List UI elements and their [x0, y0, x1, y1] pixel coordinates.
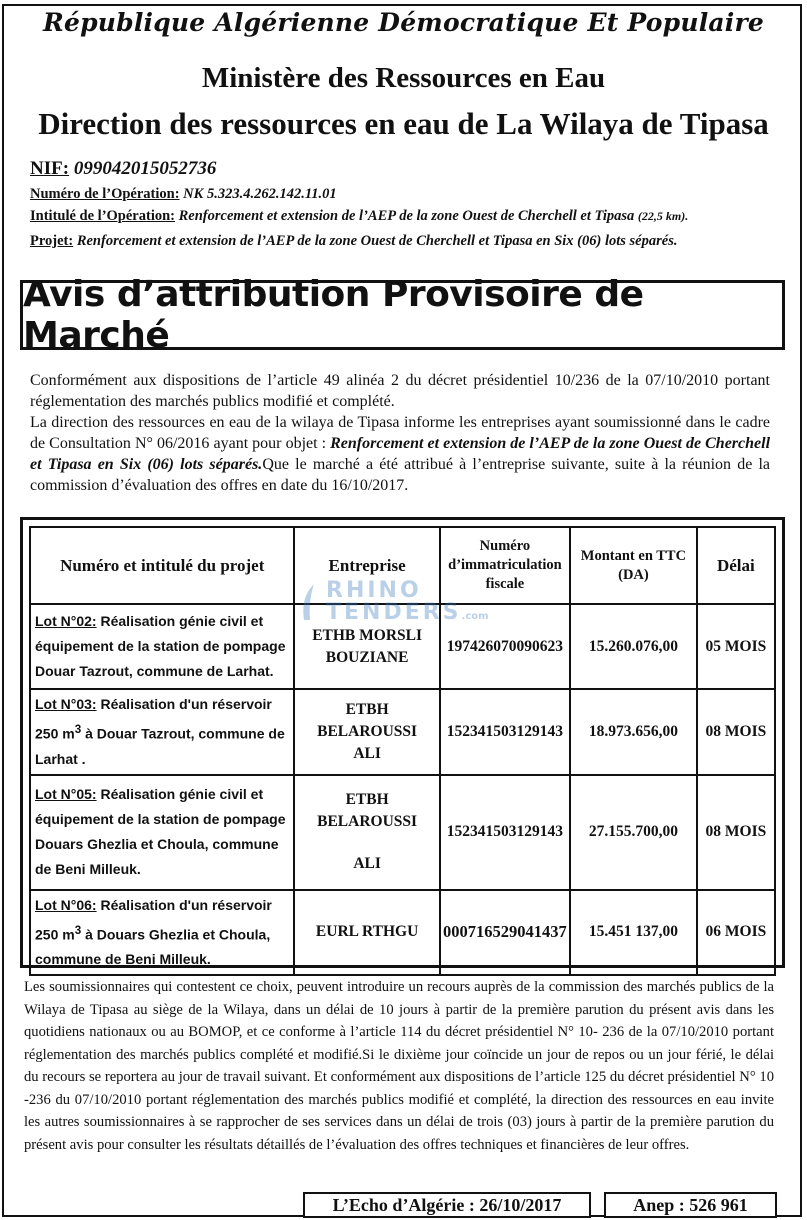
enterprise-cell: [294, 689, 439, 775]
lot-description-end: à Douars Ghezlia et Choula, commune de Beni Milleuk.: [35, 926, 271, 968]
amount-cell: 15.451 137,00: [570, 890, 697, 976]
enterprise-line: EURL RTHGU: [315, 923, 419, 941]
nif-value: 099042015052736: [73, 158, 217, 179]
enterprise-line: ALI: [353, 855, 381, 873]
closing-paragraph: Les soumissionnaires qui contestent ce choix, peuvent introduire un recours auprès de la commission des marchés publics de la Wilaya de Tipasa au siège de la Wilaya, dans un délai de 10 jours à partir de la première parution du présent avis dans les quotidiens nationaux ou au BOMOP, et ce conforme à l’article 114 du décret présidentiel N° 10- 236 de la 07/10/2010 portant réglementation des marchés publics complété et modifié.Si le dixième jour coïncide un jour de repos ou un jour férié, le délai du recours se reportera au jour de travail suivant. Et conformément aux dispositions de l’article 125 du décret présidentiel N° 10 -236 du 07/10/2010 portant réglementation des marchés publics modifié et complété, la direction des ressources en eau invite les autres soumissionnaires à se rapprocher de ses services dans un délai de trois (03) jours à partir de la première parution du présent avis pour consulter les résultats détaillés de l’évaluation des offres techniques et financières de leur offres.: [24, 979, 774, 1153]
table-header-row: [30, 527, 775, 604]
republic-heading: République Algérienne Démocratique Et Populaire: [43, 8, 764, 37]
intro-paragraph-2-start: La direction des ressources en eau de la wilaya de Tipasa informe les entreprises ayant soumissionné dans le cadre de Consultation N° 06/2016 ayant pour objet :: [30, 414, 770, 452]
lot-description: Réalisation génie civil et équipement de la station de pompage Douar Tazrout, commune de Larhat.: [35, 613, 286, 679]
lot-number: Lot N°02:: [35, 613, 97, 629]
lot-number: Lot N°03:: [35, 696, 97, 712]
tax-number-cell: 152341503129143: [440, 775, 570, 890]
amount-cell: 18.973.656,00: [570, 689, 697, 775]
superscript: 3: [74, 923, 82, 937]
intro-paragraph-1: Conformément aux dispositions de l’article 49 alinéa 2 du décret présidentiel 10/236 de la 07/10/2010 portant réglementation des marchés publics modifié et complété.: [30, 372, 770, 410]
operation-title-label: Intitulé de l’Opération:: [30, 208, 175, 224]
project-cell: [30, 689, 294, 775]
project-line: [30, 233, 800, 250]
table-row: [30, 890, 775, 976]
project-cell: [30, 604, 294, 689]
header-amount: Montant en TTC (DA): [570, 527, 697, 604]
operation-number-value: NK 5.323.4.262.142.11.01: [183, 186, 337, 202]
intro-text: [30, 370, 770, 496]
project-cell: [30, 890, 294, 976]
project-cell: [30, 775, 294, 890]
lot-description: Réalisation d'un réservoir 250 m: [35, 896, 272, 943]
consultation-object: Renforcement et extension de l’AEP de la zone Ouest de Cherchell et Tipasa en Six (06) lots séparés.: [30, 435, 771, 473]
delay-cell: 08 MOIS: [697, 689, 775, 775]
tax-number-cell: 197426070090623: [440, 604, 570, 689]
enterprise-line: ETBH: [345, 700, 389, 718]
tax-number-cell: 000716529041437: [440, 890, 570, 976]
lot-number: Lot N°05:: [35, 786, 97, 803]
enterprise-line: BELAROUSSI: [317, 722, 418, 740]
enterprise-line: BELAROUSSI: [317, 813, 418, 831]
enterprise-line: ETBH: [345, 791, 389, 809]
enterprise-line: ALI: [353, 744, 381, 762]
operation-title-value: Renforcement et extension de l’AEP de la zone Ouest de Cherchell et Tipasa: [178, 208, 635, 224]
lot-number: Lot N°06:: [35, 896, 97, 913]
newspaper-credit: L’Echo d’Algérie : 26/10/2017: [303, 1192, 591, 1218]
superscript: 3: [74, 723, 82, 736]
header-tax-number: Numéro d’immatriculation fiscale: [440, 527, 570, 604]
enterprise-cell: [294, 604, 439, 689]
table-row: [30, 604, 775, 689]
lot-description: Réalisation génie civil et équipement de la station de pompage Douars Ghezlia et Choula, commune de Beni Milleuk.: [35, 786, 286, 878]
operation-number-label: Numéro de l’Opération:: [30, 186, 180, 202]
watermark-line-2: TENDERS.com: [326, 600, 489, 625]
enterprise-cell: [294, 775, 439, 890]
watermark-line-1: RHINO: [326, 578, 422, 603]
lot-description-end: à Douar Tazrout, commune de Larhat .: [35, 725, 285, 767]
enterprise-line: BOUZIANE: [325, 648, 409, 666]
delay-cell: 05 MOIS: [697, 604, 775, 689]
amount-cell: 15.260.076,00: [570, 604, 697, 689]
operation-title-line: [30, 208, 800, 225]
lot-description: Réalisation d'un réservoir 250 m: [35, 696, 272, 742]
enterprise-cell: [294, 890, 439, 976]
delay-cell: 08 MOIS: [697, 775, 775, 890]
nif-label: NIF:: [30, 158, 70, 179]
anep-number: Anep : 526 961: [604, 1192, 777, 1218]
operation-number-line: [30, 186, 800, 203]
enterprise-line: ETHB MORSLI: [312, 626, 423, 644]
header-delay: Délai: [697, 527, 775, 604]
award-table: [29, 526, 776, 976]
award-table-frame: [20, 517, 785, 968]
table-row: [30, 689, 775, 775]
project-value: Renforcement et extension de l’AEP de la zone Ouest de Cherchell et Tipasa en Six (06) lots séparés.: [76, 233, 678, 249]
delay-cell: 06 MOIS: [697, 890, 775, 976]
tax-number-cell: 152341503129143: [440, 689, 570, 775]
header-enterprise: Entreprise: [294, 527, 439, 604]
notice-title: Avis d’attribution Provisoire de Marché: [20, 280, 785, 350]
direction-heading: Direction des ressources en eau de La Wilaya de Tipasa: [38, 106, 769, 141]
operation-length: (22,5 km).: [637, 209, 689, 223]
ministry-heading: Ministère des Ressources en Eau: [201, 62, 606, 94]
header-project: Numéro et intitulé du projet: [30, 527, 294, 604]
amount-cell: 27.155.700,00: [570, 775, 697, 890]
nif-line: [30, 158, 800, 180]
project-label: Projet:: [30, 233, 74, 249]
table-row: [30, 775, 775, 890]
watermark-suffix: .com: [461, 611, 489, 622]
intro-paragraph-2-end: Que le marché a été attribué à l’entreprise suivante, suite à la réunion de la commission d’évaluation des offres en date du 16/10/2017.: [30, 456, 770, 494]
